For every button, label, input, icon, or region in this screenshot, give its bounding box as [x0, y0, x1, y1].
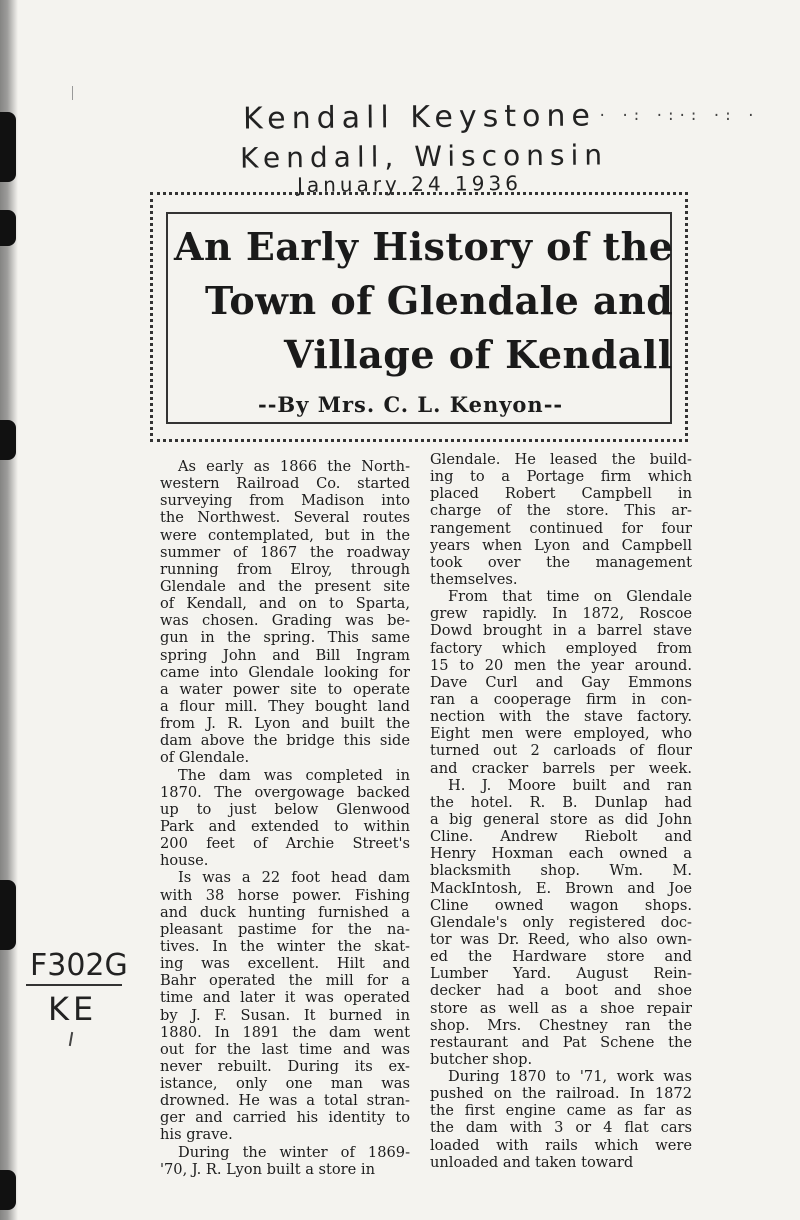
article-line: 1880. In 1891 the dam went	[160, 1023, 410, 1041]
margin-initials: KE	[48, 990, 98, 1028]
article-line: During 1870 to '71, work was	[448, 1068, 692, 1086]
article-line: western Railroad Co. started	[160, 475, 410, 493]
article-line: by J. F. Susan. It burned in	[160, 1006, 410, 1024]
article-line: Bahr operated the mill for a	[160, 972, 410, 990]
article-line: As early as 1866 the North-	[178, 458, 410, 475]
article-line: nection with the stave factory.	[430, 708, 692, 726]
article-line: unloaded and taken toward	[430, 1153, 634, 1171]
article-line: restaurant and Pat Schene the	[430, 1033, 692, 1051]
scribble-mark: · ·: ·:·: ·: ·	[598, 108, 759, 124]
article-line: never rebuilt. During its ex-	[160, 1057, 410, 1075]
article-line: During the winter of 1869-	[178, 1143, 410, 1161]
handwritten-source: Kendall Keystone	[242, 98, 597, 137]
article-line: rangement continued for four	[430, 519, 692, 537]
article-line: ing to a Portage firm which	[430, 468, 692, 486]
article-line: surveying from Madison into	[160, 492, 410, 510]
article-line: 15 to 20 men the year around.	[430, 656, 692, 674]
article-line: H. J. Moore built and ran	[448, 776, 692, 794]
article-line: grew rapidly. In 1872, Roscoe	[430, 605, 692, 623]
article-line: were contemplated, but in the	[160, 526, 410, 544]
article-line: of Kendall, and on to Sparta,	[160, 595, 410, 613]
article-line: drowned. He was a total stran-	[160, 1092, 410, 1110]
margin-tick	[69, 1032, 73, 1046]
article-line: pleasant pastime for the na-	[160, 920, 410, 938]
binding-mark	[0, 1170, 16, 1210]
article-line: store as well as a shoe repair	[430, 999, 692, 1017]
handwritten-location: Kendall, Wisconsin	[239, 138, 609, 175]
scan-edge	[0, 0, 18, 1220]
article-line: The dam was completed in	[178, 766, 410, 784]
article-line: a big general store as did John	[430, 810, 692, 828]
article-line: factory which employed from	[430, 639, 692, 657]
article-line: tor was Dr. Reed, who also own-	[430, 930, 692, 948]
article-line: out for the last time and was	[160, 1040, 410, 1058]
article-line: istance, only one man was	[160, 1075, 410, 1093]
article-line: tives. In the winter the skat-	[160, 937, 410, 955]
headline-line-3: Village of Kendall	[284, 332, 673, 377]
article-line: placed Robert Campbell in	[430, 485, 692, 503]
article-line: dam above the bridge this side	[160, 732, 410, 750]
article-line: pushed on the railroad. In 1872	[430, 1085, 692, 1103]
binding-mark	[0, 880, 16, 950]
article-line: blacksmith shop. Wm. M.	[430, 862, 692, 880]
article-line: spring John and Bill Ingram	[160, 646, 410, 664]
article-line: Dave Curl and Gay Emmons	[430, 673, 692, 691]
article-line: of Glendale.	[160, 749, 250, 767]
article-line: time and later it was operated	[160, 989, 410, 1007]
article-line: Is was a 22 foot head dam	[178, 869, 410, 887]
article-column-left	[160, 458, 410, 1178]
article-line: was chosen. Grading was be-	[160, 612, 410, 630]
handwritten-date: January 24 1936	[296, 171, 522, 197]
article-line: house.	[160, 852, 209, 870]
article-line: up to just below Glenwood	[160, 800, 410, 818]
article-line: the first engine came as far as	[430, 1102, 692, 1120]
article-line: summer of 1867 the roadway	[160, 543, 410, 561]
article-line: Dowd brought in a barrel stave	[430, 622, 692, 640]
article-line: the dam with 3 or 4 flat cars	[430, 1119, 692, 1137]
article-line: running from Elroy, through	[160, 560, 410, 578]
article-line: decker had a boot and shoe	[430, 982, 692, 1000]
article-line: Eight men were employed, who	[430, 725, 692, 743]
article-line: loaded with rails which were	[430, 1136, 692, 1154]
article-line: years when Lyon and Campbell	[430, 536, 692, 554]
article-line: a flour mill. They bought land	[160, 697, 410, 715]
binding-mark	[0, 210, 16, 246]
article-line: came into Glendale looking for	[160, 663, 410, 681]
article-line: and duck hunting furnished a	[160, 903, 410, 921]
article-line: shop. Mrs. Chestney ran the	[430, 1016, 692, 1034]
headline-line-1: An Early History of the	[174, 224, 674, 269]
article-line: 200 feet of Archie Street's	[160, 835, 410, 853]
article-line: and cracker barrels per week.	[430, 759, 692, 777]
article-line: From that time on Glendale	[448, 588, 692, 606]
article-line: ed the Hardware store and	[430, 948, 692, 966]
binding-mark	[0, 112, 16, 182]
margin-code: F302G	[30, 948, 128, 983]
article-line: gun in the spring. This same	[160, 629, 410, 647]
byline: --By Mrs. C. L. Kenyon--	[258, 392, 564, 417]
article-line: charge of the store. This ar-	[430, 502, 692, 520]
article-line: Cline. Andrew Riebolt and	[430, 828, 692, 846]
article-line: Lumber Yard. August Rein-	[430, 965, 692, 983]
article-line: Glendale's only registered doc-	[430, 913, 692, 931]
binding-mark	[0, 420, 16, 460]
article-line: Glendale. He leased the build-	[430, 451, 692, 468]
article-line: Cline owned wagon shops.	[430, 896, 692, 914]
article-line: themselves.	[430, 570, 518, 588]
article-line: with 38 horse power. Fishing	[160, 886, 410, 904]
headline-line-2: Town of Glendale and	[205, 278, 674, 323]
article-line: Glendale and the present site	[160, 577, 410, 595]
article-line: the Northwest. Several routes	[160, 509, 410, 527]
margin-divider	[26, 984, 122, 986]
article-line: turned out 2 carloads of flour	[430, 742, 692, 760]
article-line: 1870. The overgowage backed	[160, 783, 410, 801]
article-line: Park and extended to within	[160, 817, 410, 835]
article-line: '70, J. R. Lyon built a store in	[160, 1160, 376, 1178]
article-line: ing was excellent. Hilt and	[160, 955, 410, 973]
article-line: butcher shop.	[430, 1050, 533, 1068]
article-line: the hotel. R. B. Dunlap had	[430, 793, 692, 811]
article-line: ran a cooperage firm in con-	[430, 690, 692, 708]
article-line: took over the management	[430, 553, 692, 571]
article-line: a water power site to operate	[160, 680, 410, 698]
article-line: from J. R. Lyon and built the	[160, 715, 410, 733]
article-line: his grave.	[160, 1126, 233, 1144]
article-line: ger and carried his identity to	[160, 1109, 410, 1127]
article-column-right	[430, 451, 692, 1171]
article-line: MackIntosh, E. Brown and Joe	[430, 879, 692, 897]
article-line: Henry Hoxman each owned a	[430, 845, 692, 863]
scan-mark	[72, 86, 73, 100]
